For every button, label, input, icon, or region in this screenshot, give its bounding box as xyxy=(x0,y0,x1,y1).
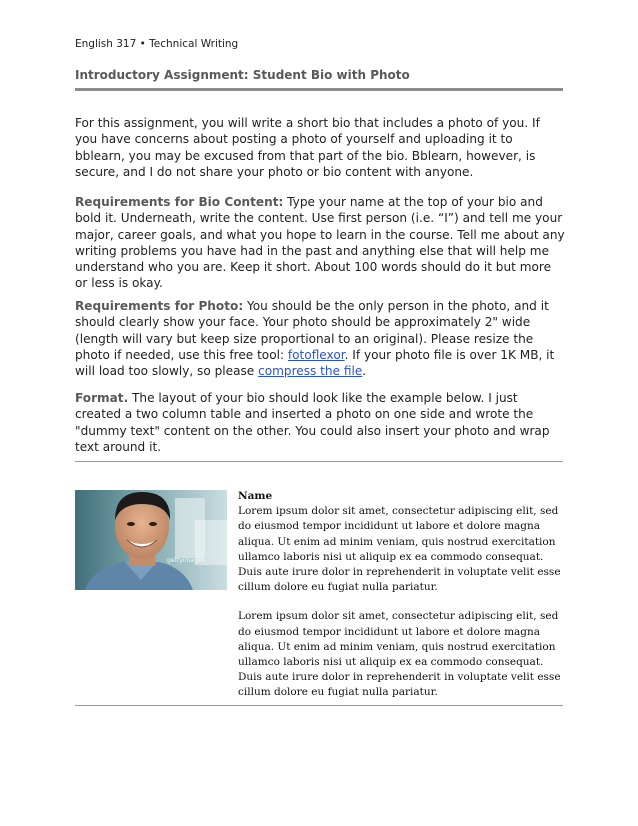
photo-requirements-text-end: . xyxy=(362,364,367,379)
example-paragraph-2: Lorem ipsum dolor sit amet, consectetur adipiscing elit, sed do eiusmod tempor incididunt ut labore et dolore magna aliqua. Ut enim ad minim veniam, quis nostrud exercitation ullamco laboris nisi ut aliquip ex ea commodo consequat. Duis aute irure dolor in reprehenderit in voluptate velit esse cillum dolore eu fugiat nulla pariatur. xyxy=(238,610,561,699)
fotoflexor-link[interactable]: fotoflexor xyxy=(287,347,345,362)
photo-requirements-label: Requirements for Photo: xyxy=(75,299,244,313)
getty-watermark: gettyimages xyxy=(167,557,205,564)
assignment-title: Introductory Assignment: Student Bio with Photo xyxy=(75,68,410,82)
example-name: Name xyxy=(238,490,273,502)
example-student-photo xyxy=(75,490,227,590)
photo-requirements-text-middle: . If your photo file is over 1K MB, it will load too slowly, so please xyxy=(75,347,555,379)
course-header: English 317 • Technical Writing xyxy=(75,38,239,50)
example-paragraph-1: Lorem ipsum dolor sit amet, consectetur adipiscing elit, sed do eiusmod tempor incididunt ut labore et dolore magna aliqua. Ut enim ad minim veniam, quis nostrud exercitation ullamco laboris nisi ut aliquip ex ea commodo consequat. Duis aute irure dolor in reprehenderit in voluptate velit esse cillum dolore eu fugiat nulla pariatur. xyxy=(238,505,561,594)
example-bottom-divider xyxy=(75,705,563,706)
intro-paragraph xyxy=(75,115,565,180)
intro-text: For this assignment, you will write a short bio that includes a photo of you. If you have concerns about posting a photo of yourself and uploading it to bblearn, you may be excused from that part of the bio. Bblearn, however, is secure, and I do not share your photo or bio content with anyone. xyxy=(75,116,540,179)
bio-requirements-label: Requirements for Bio Content: xyxy=(75,195,284,209)
format-text: The layout of your bio should look like the example below. I just created a two column table and inserted a photo on one side and wrote the "dummy text" content on the other. You could also insert your photo and wrap text around it. xyxy=(75,391,550,454)
bio-requirements-paragraph xyxy=(75,194,565,292)
photo-requirements-paragraph xyxy=(75,298,565,379)
title-divider xyxy=(75,88,563,91)
example-bio-text xyxy=(238,489,568,715)
format-label: Format. xyxy=(75,391,129,405)
compress-file-link[interactable]: compress the file xyxy=(258,364,363,379)
example-top-divider xyxy=(75,461,563,462)
photo-requirements-text: You should be the only person in the photo, and it should clearly show your face. Your photo should be approximately 2" wide (length will vary but keep size proportional to an original). Please resize the photo if needed, use this free tool: xyxy=(75,299,549,362)
bio-requirements-text: Type your name at the top of your bio and bold it. Underneath, write the content. Use first person (i.e. “I”) and tell me your major, career goals, and what you hope to learn in the course. Tell me about any writing problems you have had in the past and anything else that will help me understand who you are. Keep it short. About 100 words should do it but more or less is okay. xyxy=(75,195,565,291)
format-paragraph xyxy=(75,390,565,455)
